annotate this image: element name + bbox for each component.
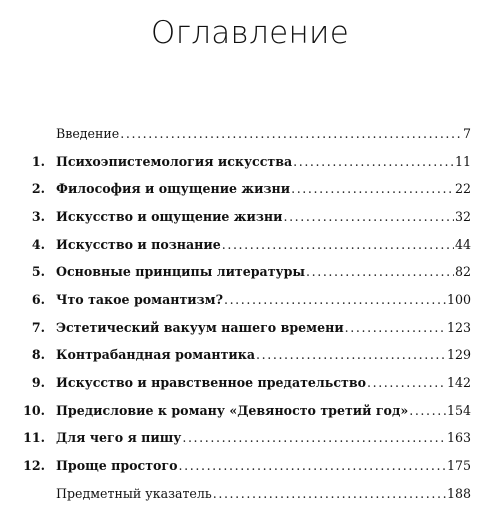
toc-entry-number: 8.: [31, 347, 45, 363]
toc-leader-dots: [306, 264, 454, 280]
toc-entry-chapter-6[interactable]: [0, 286, 500, 314]
toc-entry-title: Основные принципы литературы: [56, 264, 305, 280]
toc-entry-title: Искусство и нравственное предательство: [56, 375, 366, 391]
toc-entry-chapter-7[interactable]: [0, 314, 500, 342]
toc-leader-dots: [283, 209, 454, 225]
toc-entry-page: 154: [446, 402, 471, 418]
toc-entry-chapter-11[interactable]: [0, 425, 500, 453]
toc-entry-title: Философия и ощущение жизни: [56, 181, 291, 197]
toc-entry-chapter-9[interactable]: [0, 369, 500, 397]
toc-entry-page: 188: [446, 485, 471, 501]
toc-leader-dots: [256, 347, 446, 363]
toc-entry-line: [56, 181, 471, 197]
toc-entry-title: Проще простого: [56, 458, 178, 474]
toc-entry-title: Предисловие к роману «Девяносто третий год»: [56, 402, 409, 418]
toc-entry-chapter-3[interactable]: [0, 203, 500, 231]
toc-entry-page: 142: [446, 375, 471, 391]
toc-leader-dots: [291, 181, 454, 197]
toc-entry-introduction[interactable]: [0, 120, 500, 148]
toc-leader-dots: [409, 403, 446, 419]
toc-entry-line: [56, 430, 471, 446]
toc-entry-line: [56, 458, 471, 474]
toc-entry-title: Контрабандная романтика: [56, 347, 256, 363]
table-of-contents: [0, 120, 500, 508]
toc-entry-number: 10.: [23, 402, 45, 418]
toc-leader-dots: [224, 292, 446, 308]
toc-entry-number: 7.: [31, 319, 45, 335]
toc-entry-subject-index[interactable]: [0, 480, 500, 508]
toc-entry-line: [56, 375, 471, 391]
toc-entry-page: 11: [454, 153, 471, 169]
toc-entry-title: Для чего я пишу: [56, 430, 182, 446]
toc-entry-page: 100: [446, 291, 471, 307]
toc-entry-title: Эстетический вакуум нашего времени: [56, 319, 344, 335]
toc-entry-chapter-10[interactable]: [0, 397, 500, 425]
toc-entry-page: 129: [446, 347, 471, 363]
toc-entry-line: [56, 403, 471, 419]
toc-entry-page: 22: [454, 181, 471, 197]
toc-entry-chapter-12[interactable]: [0, 452, 500, 480]
toc-leader-dots: [222, 237, 454, 253]
toc-leader-dots: [120, 126, 462, 142]
toc-entry-page: 7: [462, 125, 471, 141]
toc-entry-page: 44: [454, 236, 471, 252]
toc-entry-line: [56, 292, 471, 308]
toc-entry-title: Что такое романтизм?: [56, 291, 223, 307]
toc-entry-line: [56, 347, 471, 363]
toc-entry-page: 82: [454, 264, 471, 280]
toc-entry-title: Психоэпистемология искусства: [56, 153, 293, 169]
toc-entry-chapter-8[interactable]: [0, 342, 500, 370]
toc-entry-chapter-1[interactable]: [0, 148, 500, 176]
toc-entry-line: [56, 237, 471, 253]
toc-entry-number: 11.: [23, 430, 45, 446]
toc-entry-line: [56, 154, 471, 170]
toc-entry-number: 3.: [31, 208, 45, 224]
toc-entry-line: [56, 320, 471, 336]
toc-entry-page: 123: [446, 319, 471, 335]
toc-entry-number: 2.: [31, 181, 45, 197]
toc-entry-number: 6.: [31, 291, 45, 307]
toc-entry-chapter-4[interactable]: [0, 231, 500, 259]
toc-entry-title: Введение: [56, 125, 120, 141]
toc-leader-dots: [367, 375, 446, 391]
toc-entry-title: Искусство и познание: [56, 236, 221, 252]
toc-entry-title: Искусство и ощущение жизни: [56, 208, 283, 224]
toc-entry-number: 4.: [31, 236, 45, 252]
toc-entry-line: [56, 126, 471, 142]
toc-leader-dots: [345, 320, 446, 336]
toc-entry-page: 175: [446, 458, 471, 474]
toc-leader-dots: [179, 458, 446, 474]
toc-entry-number: 12.: [23, 458, 45, 474]
toc-entry-chapter-2[interactable]: [0, 175, 500, 203]
toc-entry-page: 32: [454, 208, 471, 224]
toc-entry-line: [56, 486, 471, 502]
toc-leader-dots: [293, 154, 454, 170]
toc-entry-page: 163: [446, 430, 471, 446]
toc-entry-line: [56, 209, 471, 225]
toc-entry-chapter-5[interactable]: [0, 258, 500, 286]
toc-entry-number: 5.: [31, 264, 45, 280]
toc-entry-number: 1.: [31, 153, 45, 169]
page-title: Оглавление: [150, 14, 350, 51]
toc-entry-line: [56, 264, 471, 280]
toc-entry-title: Предметный указатель: [56, 485, 212, 501]
toc-leader-dots: [182, 430, 446, 446]
toc-entry-number: 9.: [31, 375, 45, 391]
toc-leader-dots: [213, 486, 446, 502]
